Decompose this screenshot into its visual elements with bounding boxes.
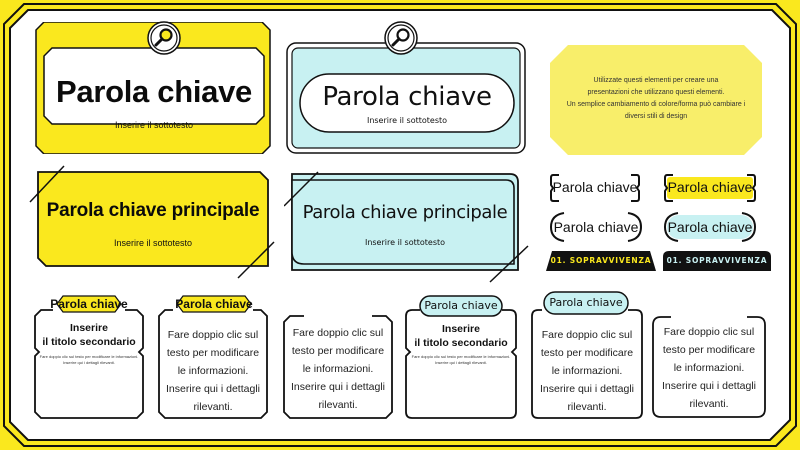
body-line: rilevanti. (567, 401, 607, 413)
keyword-chip-bracket[interactable] (550, 174, 640, 202)
magnifier-icon (146, 20, 182, 56)
keyword-label: Parola chiave (667, 179, 753, 195)
info-card-tag: Parola chiave (424, 299, 498, 312)
body-line: testo per modificare (540, 347, 634, 359)
body-line: Inserire qui i dettagli (540, 383, 634, 395)
keyword-label: Parola chiave (553, 219, 639, 235)
hero-card-subtitle: Inserire il sottotesto (114, 120, 194, 130)
title-line: Inserire (70, 322, 108, 334)
main-card-subtitle: Inserire il sottotesto (113, 238, 193, 248)
body-line: rilevanti. (318, 399, 358, 411)
keyword-label: Parola chiave (552, 179, 638, 195)
body-line: le informazioni. (177, 365, 249, 377)
info-box (550, 45, 762, 155)
badge-tab[interactable] (663, 251, 771, 271)
info-card-tag: Parola chiave (549, 296, 623, 309)
info-card-title (33, 321, 145, 349)
info-card-tag: Parola chiave (175, 297, 253, 311)
keyword-label: Parola chiave (667, 219, 753, 235)
small-line: Fare doppio clic sul testo per modificare le informazioni. (39, 354, 139, 359)
title-line: Inserire (442, 323, 480, 335)
keyword-chip-paren[interactable] (550, 212, 642, 242)
body-line: le informazioni. (673, 362, 745, 374)
main-card-yellow[interactable] (28, 162, 278, 280)
body-line: Inserire qui i dettagli (662, 380, 756, 392)
info-card[interactable] (33, 292, 145, 420)
info-line: Un semplice cambiamento di colore/forma può cambiare i (566, 101, 746, 108)
main-card-title: Parola chiave principale (46, 200, 260, 221)
body-line: le informazioni. (302, 363, 374, 375)
info-card-body (651, 323, 767, 413)
info-card-tag: Parola chiave (50, 297, 128, 311)
title-line: il titolo secondario (42, 336, 136, 348)
small-line: Inserire qui i dettagli rilevanti. (435, 360, 487, 365)
info-card[interactable] (530, 290, 644, 420)
body-line: Fare doppio clic sul (167, 329, 259, 341)
body-line: rilevanti. (689, 398, 729, 410)
title-line: il titolo secondario (414, 337, 508, 349)
info-card[interactable] (157, 292, 269, 420)
main-card-title: Parola chiave principale (302, 202, 508, 223)
main-card-cyan[interactable] (284, 166, 530, 284)
info-card-body (157, 326, 269, 416)
small-line: Fare doppio clic sul testo per modificare le informazioni. (411, 354, 511, 359)
body-line: testo per modificare (166, 347, 260, 359)
hero-card-yellow[interactable] (34, 22, 272, 154)
magnifier-icon (383, 20, 419, 56)
main-card-subtitle: Inserire il sottotesto (364, 238, 446, 247)
info-card-title (404, 322, 518, 350)
body-line: testo per modificare (291, 345, 385, 357)
hero-card-title: Parola chiave (322, 82, 492, 112)
hero-card-cyan[interactable] (286, 22, 526, 154)
info-line: diversi stili di design (624, 113, 688, 120)
keyword-chip-bracket-yellow[interactable] (664, 174, 756, 202)
info-line: presentazioni che utilizzano questi elementi. (587, 89, 725, 96)
info-box-text (550, 75, 762, 123)
hero-card-subtitle: Inserire il sottotesto (366, 116, 448, 125)
body-line: Fare doppio clic sul (541, 329, 633, 341)
info-card[interactable] (282, 314, 394, 420)
info-card-body (282, 324, 394, 414)
body-line: testo per modificare (662, 344, 756, 356)
info-card[interactable] (404, 292, 518, 420)
keyword-chip-paren-cyan[interactable] (664, 212, 756, 242)
main-card-cyan-shape (284, 166, 530, 284)
body-line: Fare doppio clic sul (663, 326, 755, 338)
body-line: Inserire qui i dettagli (166, 383, 260, 395)
badge-trapezoid[interactable] (546, 251, 656, 271)
body-line: Inserire qui i dettagli (291, 381, 385, 393)
hero-card-title: Parola chiave (56, 74, 252, 109)
info-line: Utilizzate questi elementi per creare una (593, 77, 719, 84)
badge-label: 01. SOPRAVVIVENZA (550, 256, 652, 265)
body-line: le informazioni. (551, 365, 623, 377)
body-line: Fare doppio clic sul (292, 327, 384, 339)
body-line: rilevanti. (193, 401, 233, 413)
info-card-body (530, 326, 644, 416)
info-card-small-text (408, 354, 514, 366)
small-line: Inserire qui i dettagli rilevanti. (63, 360, 115, 365)
info-card-small-text (37, 354, 141, 366)
info-card[interactable] (651, 315, 767, 419)
badge-label: 01. SOPRAVVIVENZA (666, 256, 768, 265)
